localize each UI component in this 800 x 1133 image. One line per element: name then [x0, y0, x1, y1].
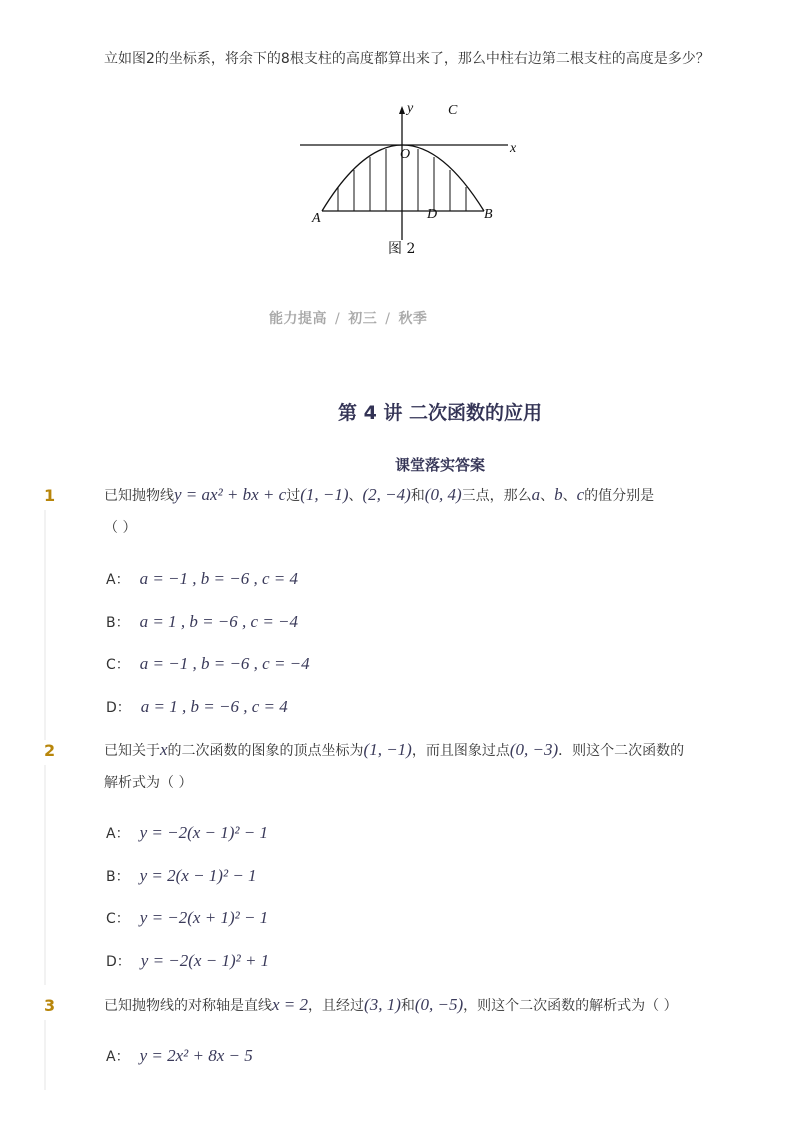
- question-2-text: 已知关于x的二次函数的图象的顶点坐标为(1, −1)，而且图象过点(0, −3)．则这个二次函数的 解析式为（ ）: [104, 740, 685, 791]
- question-3-rail: [44, 1020, 46, 1090]
- breadcrumb-level: 能力提高: [269, 311, 327, 327]
- y-axis-arrow: [399, 106, 405, 114]
- origin-label: O: [400, 147, 411, 162]
- lecture-title: 第 4 讲 二次函数的应用: [337, 402, 543, 424]
- point-c-label: C: [448, 103, 458, 118]
- breadcrumb-separator: /: [335, 311, 341, 327]
- figure-caption: 图 2: [388, 241, 416, 257]
- breadcrumb-separator: /: [385, 311, 391, 327]
- question-1-option-a[interactable]: A： a = −1 , b = −6 , c = 4: [106, 569, 298, 588]
- intro-paragraph: 立如图2的坐标系，将余下的8根支柱的高度都算出来了，那么中柱右边第二根支柱的高度是多少？: [104, 51, 710, 67]
- question-1-rail: [44, 510, 46, 740]
- x-axis-label: x: [510, 141, 517, 156]
- point-b-label: B: [484, 207, 493, 222]
- question-1-text: 已知抛物线y = ax² + bx + c过(1, −1)、(2, −4)和(0, 4)三点，那么a、b、c的值分别是 （ ）: [104, 485, 655, 536]
- parabola-figure: [296, 98, 528, 260]
- question-1-option-b[interactable]: B： a = 1 , b = −6 , c = −4: [106, 612, 299, 631]
- question-2-number: 2: [44, 741, 56, 760]
- question-3-option-a[interactable]: A： y = 2x² + 8x − 5: [106, 1046, 253, 1065]
- question-3-text: 已知抛物线的对称轴是直线x = 2，且经过(3, 1)和(0, −5)，则这个二次函数的解析式为（ ）: [104, 995, 678, 1014]
- point-a-label: A: [312, 211, 321, 226]
- question-3-number: 3: [44, 996, 56, 1015]
- question-1-number: 1: [44, 486, 56, 505]
- question-2-rail: [44, 765, 46, 985]
- breadcrumb: [269, 308, 427, 328]
- question-2-option-c[interactable]: C： y = −2(x + 1)² − 1: [106, 908, 269, 927]
- question-2-option-b[interactable]: B： y = 2(x − 1)² − 1: [106, 866, 257, 885]
- breadcrumb-grade: 初三: [348, 311, 378, 327]
- point-d-label: D: [427, 207, 438, 222]
- question-2-option-a[interactable]: A： y = −2(x − 1)² − 1: [106, 823, 268, 842]
- question-1-option-c[interactable]: C： a = −1 , b = −6 , c = −4: [106, 654, 310, 673]
- question-2-option-d[interactable]: D： y = −2(x − 1)² + 1: [106, 951, 270, 970]
- section-title: 课堂落实答案: [394, 456, 485, 474]
- y-axis-label: y: [407, 101, 414, 116]
- breadcrumb-season: 秋季: [398, 311, 428, 327]
- question-1-option-d[interactable]: D： a = 1 , b = −6 , c = 4: [106, 697, 288, 716]
